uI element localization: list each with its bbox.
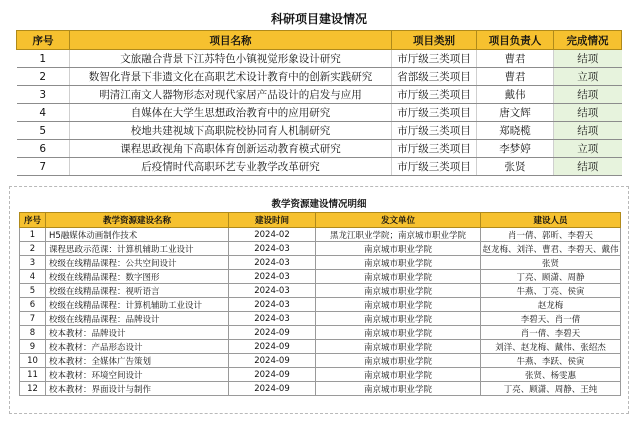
table-row (20, 284, 621, 298)
table-cell: 肖一倩、郭昕、李碧天 (481, 228, 621, 242)
table-cell: 校本教材：全媒体广告策划 (46, 354, 229, 368)
table-row (20, 228, 621, 242)
table-cell: 南京城市职业学院 (316, 354, 481, 368)
table-cell: 刘洋、赵龙梅、戴伟、张绍杰 (481, 340, 621, 354)
table-cell: 唐文辉 (477, 104, 554, 122)
table-cell: 李碧天、肖一倩 (481, 312, 621, 326)
table-cell: 市厅级三类项目 (392, 50, 477, 68)
table-cell: 肖一倩、李碧天 (481, 326, 621, 340)
table-cell: 南京城市职业学院 (316, 312, 481, 326)
table-cell: 7 (17, 158, 70, 176)
table-row (20, 340, 621, 354)
table-cell: 课程思政示范课：计算机辅助工业设计 (46, 242, 229, 256)
table-cell: 张贤、杨雯惠 (481, 368, 621, 382)
table-cell: 2024-03 (229, 284, 316, 298)
table-cell: 张贤 (481, 256, 621, 270)
column-header: 建设时间 (229, 213, 316, 228)
table-cell: 2 (17, 68, 70, 86)
table-cell: 9 (20, 340, 46, 354)
column-header: 项目负责人 (477, 31, 554, 50)
table-cell: 课程思政视角下高职体育创新运动教育模式研究 (70, 140, 392, 158)
table-cell: 南京城市职业学院 (316, 298, 481, 312)
table-cell: 4 (20, 270, 46, 284)
table-cell: 牛燕、李跃、侯寅 (481, 354, 621, 368)
table-row (17, 122, 622, 140)
table-cell: 赵龙梅 (481, 298, 621, 312)
table-cell: 南京城市职业学院 (316, 326, 481, 340)
table-cell: 南京城市职业学院 (316, 284, 481, 298)
table-cell: 2024-09 (229, 326, 316, 340)
table-row (17, 104, 622, 122)
table-cell: 文旅融合背景下江苏特色小镇视觉形象设计研究 (70, 50, 392, 68)
table-row (17, 86, 622, 104)
column-header: 发文单位 (316, 213, 481, 228)
table-cell: 3 (17, 86, 70, 104)
table-cell: 6 (17, 140, 70, 158)
column-header: 项目类别 (392, 31, 477, 50)
table-cell: 2024-09 (229, 382, 316, 396)
table-cell: 6 (20, 298, 46, 312)
table-cell: 张贤 (477, 158, 554, 176)
table-cell: 结项 (554, 122, 622, 140)
table-cell: 南京城市职业学院 (316, 242, 481, 256)
table-cell: 2024-03 (229, 298, 316, 312)
table-cell: 数智化背景下非遗文化在高职艺术设计教育中的创新实践研究 (70, 68, 392, 86)
teaching-resources-table (19, 212, 621, 396)
table-cell: 立项 (554, 140, 622, 158)
table-cell: 黑龙江职业学院；南京城市职业学院 (316, 228, 481, 242)
table-cell: 南京城市职业学院 (316, 368, 481, 382)
column-header: 序号 (20, 213, 46, 228)
table-row (20, 354, 621, 368)
table-cell: 7 (20, 312, 46, 326)
table-row (17, 158, 622, 176)
table-cell: 丁亮、顾潇、周静、王纯 (481, 382, 621, 396)
table-cell: 校本教材：品牌设计 (46, 326, 229, 340)
table-cell: 2024-09 (229, 340, 316, 354)
table-cell: 曹君 (477, 50, 554, 68)
table-row (17, 68, 622, 86)
table-row (20, 326, 621, 340)
table-cell: 校本教材：产品形态设计 (46, 340, 229, 354)
table-cell: 校本教材：界面设计与制作 (46, 382, 229, 396)
table-row (20, 242, 621, 256)
table-row (20, 312, 621, 326)
table-cell: 南京城市职业学院 (316, 382, 481, 396)
table-cell: 2 (20, 242, 46, 256)
table-cell: 校级在线精品课程：计算机辅助工业设计 (46, 298, 229, 312)
table-row (20, 270, 621, 284)
table-cell: 5 (17, 122, 70, 140)
table-cell: 立项 (554, 68, 622, 86)
table-cell: 2024-02 (229, 228, 316, 242)
table-row (20, 298, 621, 312)
table-row (17, 140, 622, 158)
table-cell: 市厅级三类项目 (392, 104, 477, 122)
column-header: 项目名称 (70, 31, 392, 50)
table-cell: 赵龙梅、刘洋、曹君、李碧天、戴伟 (481, 242, 621, 256)
table-cell: 校级在线精品课程：品牌设计 (46, 312, 229, 326)
table-cell: 市厅级三类项目 (392, 158, 477, 176)
table-cell: 丁亮、顾潇、周静 (481, 270, 621, 284)
column-header: 教学资源建设名称 (46, 213, 229, 228)
table-cell: 结项 (554, 158, 622, 176)
table-cell: 3 (20, 256, 46, 270)
column-header: 建设人员 (481, 213, 621, 228)
table-cell: 南京城市职业学院 (316, 340, 481, 354)
table-cell: H5融媒体动画制作技术 (46, 228, 229, 242)
table-row (17, 50, 622, 68)
table-cell: 11 (20, 368, 46, 382)
table-cell: 市厅级三类项目 (392, 86, 477, 104)
table-cell: 李梦婷 (477, 140, 554, 158)
table-cell: 后疫情时代高职环艺专业教学改革研究 (70, 158, 392, 176)
table-cell: 2024-03 (229, 242, 316, 256)
table-cell: 10 (20, 354, 46, 368)
resources-table-title: 教学资源建设情况明细 (271, 199, 367, 210)
table-cell: 4 (17, 104, 70, 122)
table-cell: 校地共建视域下高职院校协同育人机制研究 (70, 122, 392, 140)
table-cell: 2024-03 (229, 270, 316, 284)
table-cell: 12 (20, 382, 46, 396)
table-cell: 南京城市职业学院 (316, 270, 481, 284)
table-cell: 自媒体在大学生思想政治教育中的应用研究 (70, 104, 392, 122)
table-cell: 结项 (554, 86, 622, 104)
table-cell: 2024-03 (229, 312, 316, 326)
table-cell: 校级在线精品课程：数字图形 (46, 270, 229, 284)
table-cell: 戴伟 (477, 86, 554, 104)
research-projects-table (16, 30, 622, 176)
table-cell: 1 (17, 50, 70, 68)
table-cell: 校级在线精品课程：公共空间设计 (46, 256, 229, 270)
table-cell: 市厅级三类项目 (392, 140, 477, 158)
table-cell: 郑晓榄 (477, 122, 554, 140)
table-cell: 校本教材：环境空间设计 (46, 368, 229, 382)
table-cell: 省部级三类项目 (392, 68, 477, 86)
table-cell: 2024-03 (229, 256, 316, 270)
column-header: 完成情况 (554, 31, 622, 50)
table-cell: 牛燕、丁亮、侯寅 (481, 284, 621, 298)
table-row (20, 256, 621, 270)
table-cell: 校级在线精品课程：视听语言 (46, 284, 229, 298)
table-cell: 市厅级三类项目 (392, 122, 477, 140)
research-table-title: 科研项目建设情况 (270, 12, 367, 26)
table-cell: 南京城市职业学院 (316, 256, 481, 270)
column-header: 序号 (17, 31, 70, 50)
table-cell: 结项 (554, 104, 622, 122)
table-cell: 2024-09 (229, 354, 316, 368)
table-cell: 2024-09 (229, 368, 316, 382)
table-cell: 1 (20, 228, 46, 242)
table-cell: 结项 (554, 50, 622, 68)
table-row (20, 368, 621, 382)
table-cell: 明清江南文人器物形态对现代家居产品设计的启发与应用 (70, 86, 392, 104)
table-cell: 曹君 (477, 68, 554, 86)
table-cell: 5 (20, 284, 46, 298)
table-row (20, 382, 621, 396)
table-cell: 8 (20, 326, 46, 340)
